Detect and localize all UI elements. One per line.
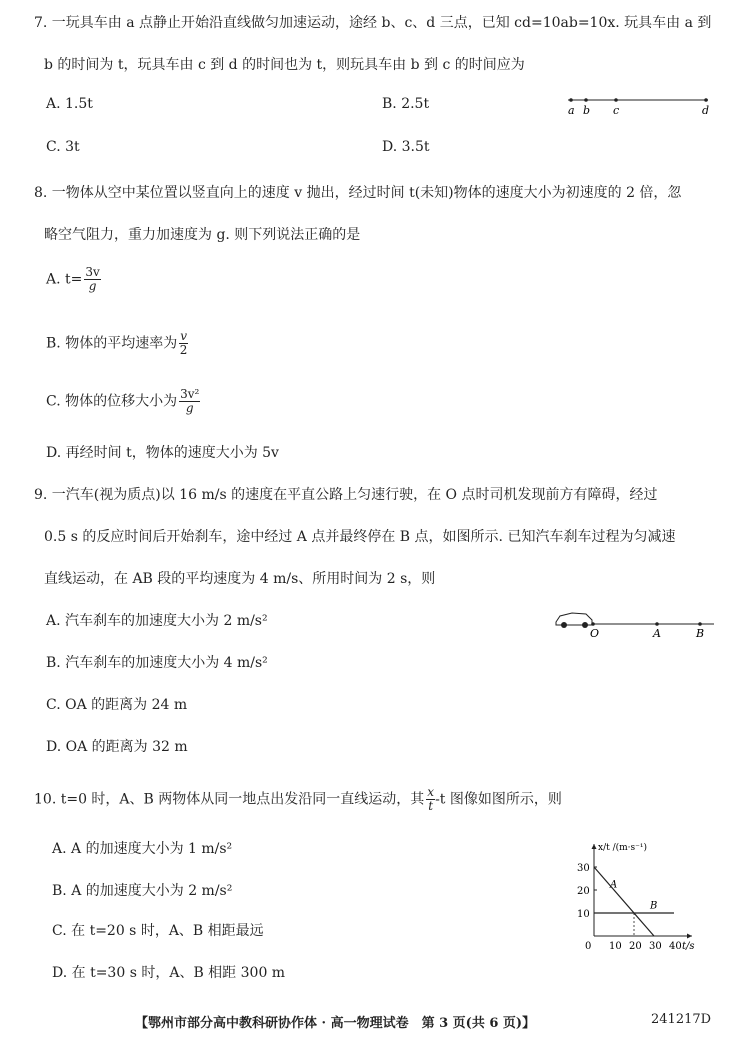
q10-frac-den: t xyxy=(428,799,434,813)
q10-frac-num: x xyxy=(427,785,435,799)
point-d xyxy=(704,98,708,102)
label-a: a xyxy=(568,104,575,117)
q9-option-a: A. 汽车刹车的加速度大小为 2 m/s² xyxy=(46,613,268,629)
y-tick-label: 30 xyxy=(577,863,590,874)
q9-line3: 直线运动，在 AB 段的平均速度为 4 m/s、所用时间为 2 s，则 xyxy=(44,571,436,587)
q8-line2: 略空气阻力，重力加速度为 g. 则下列说法正确的是 xyxy=(44,227,361,243)
label-c: c xyxy=(613,104,620,117)
x-tick-label: 30 xyxy=(649,941,662,952)
q8-option-a xyxy=(46,266,101,293)
point-o xyxy=(591,622,595,626)
q9-option-d: D. OA 的距离为 32 m xyxy=(46,739,188,755)
q7-option-d: D. 3.5t xyxy=(382,139,430,155)
q8-option-b-fraction xyxy=(179,330,188,357)
q9-option-b: B. 汽车刹车的加速度大小为 4 m/s² xyxy=(46,655,268,671)
q8-option-a-fraction xyxy=(84,266,100,293)
x-tick-label: 0 xyxy=(585,941,592,952)
series-line-a xyxy=(594,867,654,936)
q8-option-a-num: 3v xyxy=(85,265,100,279)
q8-line1: 8. 一物体从空中某位置以竖直向上的速度 v 抛出，经过时间 t(未知)物体的速度大小为初速度的 2 倍，忽 xyxy=(34,185,682,201)
q7-line1: 7. 一玩具车由 a 点静止开始沿直线做匀加速运动，途经 b、c、d 三点，已知 cd=10ab=10x. 玩具车由 a 到 xyxy=(34,15,712,31)
q8-option-c-prefix: C. 物体的位移大小为 xyxy=(46,393,178,410)
point-b xyxy=(584,98,588,102)
q7-option-c: C. 3t xyxy=(46,139,80,155)
car-icon xyxy=(556,613,592,628)
label-a: A xyxy=(653,627,661,640)
q9-figure xyxy=(552,606,722,640)
q10-chart xyxy=(574,836,714,952)
series-label-a: A xyxy=(610,879,618,891)
y-tick-label: 20 xyxy=(577,886,590,897)
q10-option-a: A. A 的加速度大小为 1 m/s² xyxy=(52,841,233,857)
y-tick-label: 10 xyxy=(577,909,590,920)
label-b: B xyxy=(696,627,705,640)
q8-option-b-den: 2 xyxy=(179,343,188,357)
y-axis-arrow xyxy=(592,844,597,849)
q8-option-c xyxy=(46,388,200,415)
q8-option-a-prefix: A. t= xyxy=(46,271,83,288)
q7-figure xyxy=(560,92,720,118)
q8-option-c-fraction xyxy=(179,388,200,415)
point-b xyxy=(698,622,702,626)
series-label-b: B xyxy=(650,900,658,912)
q9-line2: 0.5 s 的反应时间后开始刹车，途中经过 A 点并最终停在 B 点，如图所示. 已知汽车刹车过程为匀减速 xyxy=(44,529,676,545)
q7-option-a: A. 1.5t xyxy=(46,96,93,112)
label-d: d xyxy=(702,104,710,117)
x-tick-label: 10 xyxy=(609,941,622,952)
q10-line1 xyxy=(34,786,562,813)
point-a xyxy=(655,622,659,626)
q8-option-c-num: 3v² xyxy=(180,387,200,401)
point-c xyxy=(614,98,618,102)
q10-option-c: C. 在 t=20 s 时，A、B 相距最远 xyxy=(52,923,264,939)
point-a xyxy=(569,98,573,102)
y-axis-label: x/t /(m·s⁻¹) xyxy=(598,843,648,853)
x-tick-label: 20 xyxy=(629,941,642,952)
q7-option-b: B. 2.5t xyxy=(382,96,430,112)
label-b: b xyxy=(583,104,591,117)
x-tick-label: 40 xyxy=(669,941,682,952)
x-axis-arrow xyxy=(687,934,692,939)
paper-code: 241217D xyxy=(651,1012,712,1027)
q8-option-b-num: v xyxy=(180,329,187,343)
label-o: O xyxy=(590,627,600,640)
q10-fraction xyxy=(426,786,435,813)
q10-option-d: D. 在 t=30 s 时，A、B 相距 300 m xyxy=(52,965,286,981)
page-footer: 【鄂州市部分高中教科研协作体 · 高一物理试卷 第 3 页(共 6 页)】 xyxy=(135,1016,536,1031)
q9-option-c: C. OA 的距离为 24 m xyxy=(46,697,188,713)
q8-option-c-den: g xyxy=(185,401,194,415)
q10-option-b: B. A 的加速度大小为 2 m/s² xyxy=(52,883,233,899)
x-axis-label: t/s xyxy=(682,941,695,952)
q8-option-a-den: g xyxy=(88,279,97,293)
q10-line1-suffix: -t 图像如图所示，则 xyxy=(435,791,562,808)
q7-line2: b 的时间为 t，玩具车由 c 到 d 的时间也为 t，则玩具车由 b 到 c 的时间应为 xyxy=(44,57,525,73)
q8-option-d: D. 再经时间 t，物体的速度大小为 5v xyxy=(46,445,279,461)
q8-option-b-prefix: B. 物体的平均速率为 xyxy=(46,335,178,352)
q10-line1-prefix: 10. t=0 时，A、B 两物体从同一地点出发沿同一直线运动，其 xyxy=(34,791,425,808)
q8-option-b xyxy=(46,330,188,357)
q9-line1: 9. 一汽车(视为质点)以 16 m/s 的速度在平直公路上匀速行驶，在 O 点时司机发现前方有障碍，经过 xyxy=(34,487,658,503)
